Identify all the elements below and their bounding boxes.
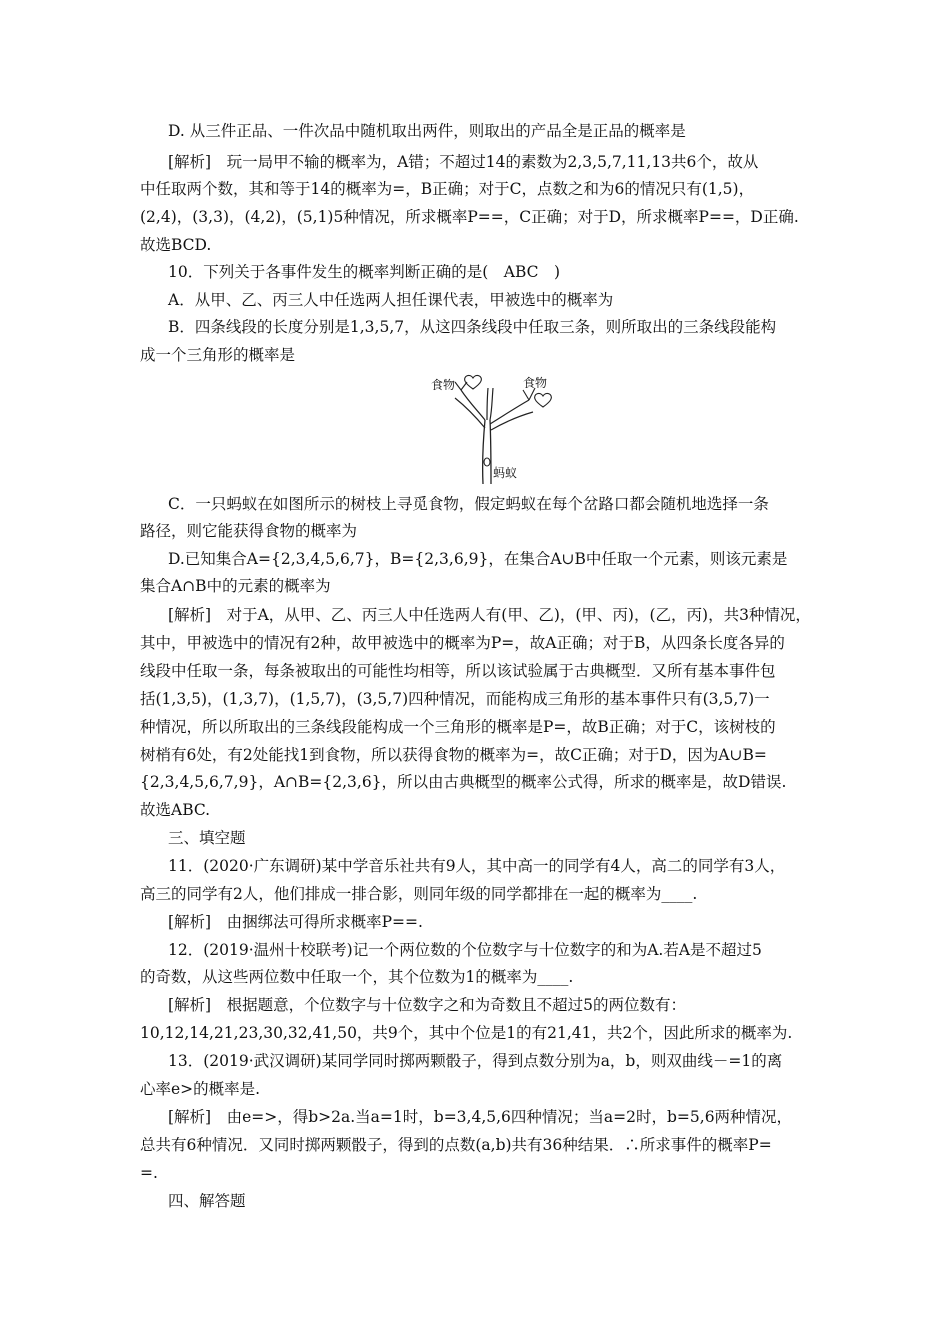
question-13-line-1: 13．(2019·武汉调研)某同学同时掷两颗骰子，得到点数分别为a，b，则双曲线－=1的离 (168, 1052, 783, 1070)
question-10-stem: 10．下列关于各事件发生的概率判断正确的是( ABC ) (168, 263, 561, 281)
question-10-option-a: A．从甲、乙、丙三人中任选两人担任课代表，甲被选中的概率为 (168, 291, 614, 309)
question-10-option-c-1: C．一只蚂蚁在如图所示的树枝上寻觅食物，假定蚂蚁在每个岔路口都会随机地选择一条 (168, 495, 769, 513)
question-11-line-1: 11．(2020·广东调研)某中学音乐社共有9人，其中高一的同学有4人，高二的同学有3人， (168, 857, 786, 875)
analysis-9-line-4: 故选BCD. (140, 236, 212, 254)
analysis-9-line-1: [解析] 玩一局甲不输的概率为，A错；不超过14的素数为2,3,5,7,11,13共6个，故从 (168, 153, 759, 171)
heart-icon (535, 393, 552, 407)
question-10-option-d-1: D.已知集合A={2,3,4,5,6,7}，B={2,3,6,9}，在集合A∪B中任取一个元素，则该元素是 (168, 550, 788, 568)
question-11-line-2: 高三的同学有2人，他们排成一排合影，则同年级的同学都排在一起的概率为____. (140, 885, 698, 903)
analysis-10-line-7: {2,3,4,5,6,7,9}，A∩B={2,3,6}，所以由古典概型的概率公式得，所求的概率是，故D错误. (140, 773, 787, 791)
analysis-10-line-4: 括(1,3,5)，(1,3,7)，(1,5,7)，(3,5,7)四种情况，而能构成三角形的基本事件只有(3,5,7)一 (140, 690, 770, 708)
analysis-11-line: [解析] 由捆绑法可得所求概率P==. (168, 913, 423, 931)
question-12-line-2: 的奇数，从这些两位数中任取一个，其个位数为1的概率为____. (140, 968, 574, 986)
food-label-right: 食物 (523, 376, 548, 390)
question-12-line-1: 12．(2019·温州十校联考)记一个两位数的个位数字与十位数字的和为A.若A是不超过5 (168, 941, 762, 959)
question-10-option-c-2: 路径，则它能获得食物的概率为 (140, 522, 358, 540)
ant-tree-figure (425, 372, 555, 484)
question-10-option-d-2: 集合A∩B中的元素的概率为 (140, 577, 331, 595)
analysis-12-line-2: 10,12,14,21,23,30,32,41,50，共9个，其中个位是1的有21,41，共2个，因此所求的概率为. (140, 1024, 793, 1042)
analysis-13-line-3: =. (140, 1164, 158, 1182)
analysis-9-line-2: 中任取两个数，其和等于14的概率为=，B正确；对于C，点数之和为6的情况只有(1,5)， (140, 180, 755, 198)
analysis-13-line-1: [解析] 由e=>，得b>2a.当a=1时，b=3,4,5,6四种情况；当a=2时，b=5,6两种情况， (168, 1108, 793, 1126)
analysis-12-line-1: [解析] 根据题意，个位数字与十位数字之和为奇数且不超过5的两位数有： (168, 996, 686, 1014)
question-10-option-b-2: 成一个三角形的概率是 (140, 346, 296, 364)
question-13-line-2: 心率e>的概率是. (140, 1080, 261, 1098)
analysis-9-line-3: (2,4)，(3,3)，(4,2)，(5,1)5种情况，所求概率P==，C正确；对于D，所求概率P==，D正确. (140, 208, 799, 226)
analysis-10-line-2: 其中，甲被选中的情况有2种，故甲被选中的概率为P=，故A正确；对于B，从四条长度各异的 (140, 634, 785, 652)
ant-label: 蚂蚁 (493, 466, 518, 480)
analysis-10-line-8: 故选ABC. (140, 801, 211, 819)
question-10-option-b-1: B．四条线段的长度分别是1,3,5,7，从这四条线段中任取三条，则所取出的三条线段能构 (168, 318, 777, 336)
section-3-heading: 三、填空题 (168, 829, 246, 847)
ant-icon (484, 458, 490, 466)
analysis-10-line-3: 线段中任取一条，每条被取出的可能性均相等，所以该试验属于古典概型．又所有基本事件包 (140, 662, 776, 680)
analysis-10-line-5: 种情况，所以所取出的三条线段能构成一个三角形的概率是P=，故B正确；对于C，该树枝的 (140, 718, 776, 736)
section-4-heading: 四、解答题 (168, 1192, 246, 1210)
analysis-10-line-6: 树梢有6处，有2处能找1到食物，所以获得食物的概率为=，故C正确；对于D，因为A∪B= (140, 746, 767, 764)
option-d-line: D. 从三件正品、一件次品中随机取出两件，则取出的产品全是正品的概率是 (168, 122, 686, 140)
food-label-left: 食物 (431, 378, 456, 392)
analysis-10-line-1: [解析] 对于A，从甲、乙、丙三人中任选两人有(甲、乙)，(甲、丙)，(乙，丙)，共3种情况， (168, 606, 811, 624)
analysis-13-line-2: 总共有6种情况．又同时掷两颗骰子，得到的点数(a,b)共有36种结果．∴所求事件的概率P= (140, 1136, 772, 1154)
